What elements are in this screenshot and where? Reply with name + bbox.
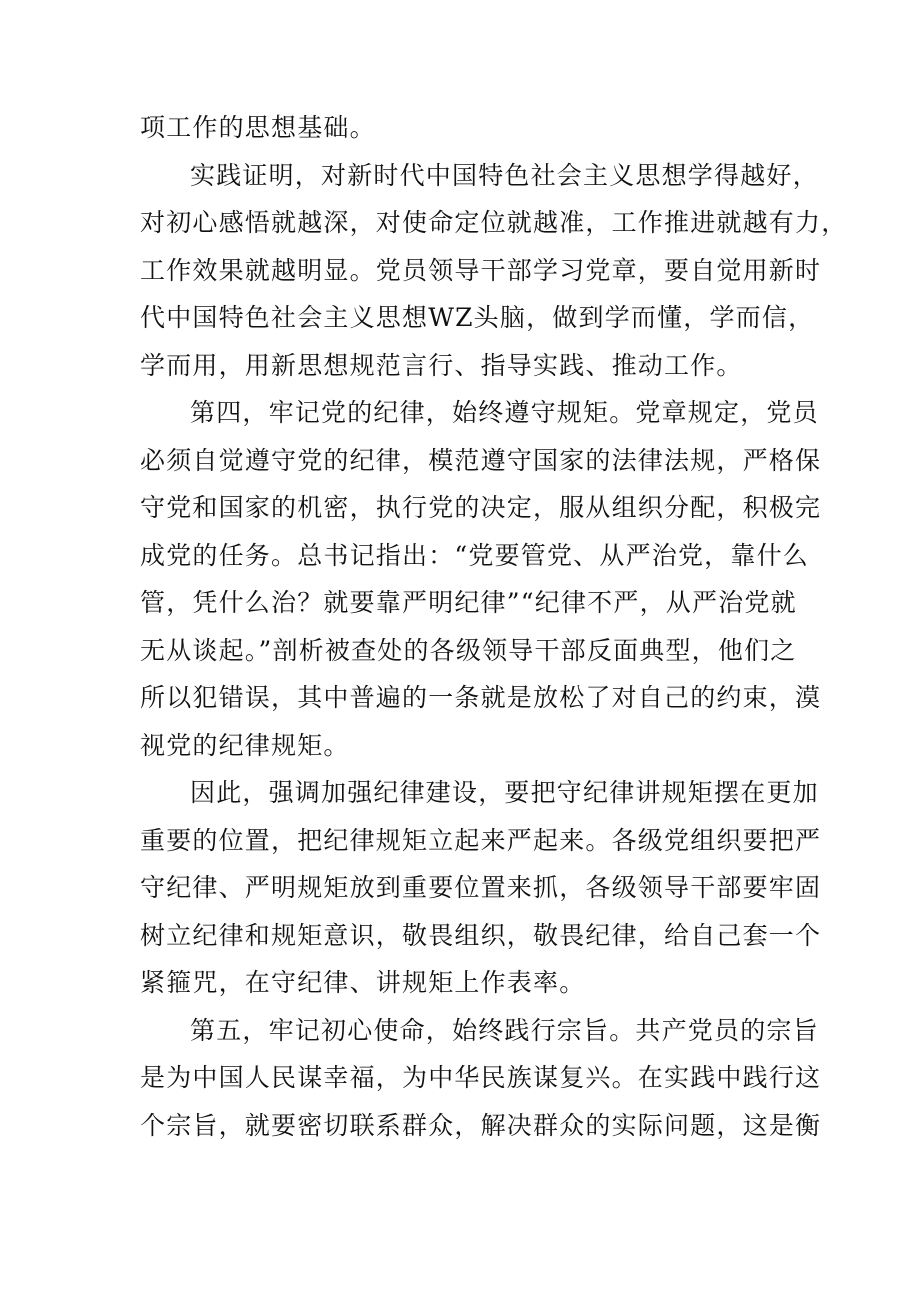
text-line: 代中国特色社会主义思想WZ头脑，做到学而懂，学而信，	[140, 303, 815, 332]
paragraph	[140, 152, 848, 390]
text-line: 学而用，用新思想规范言行、指导实践、推动工作。	[140, 350, 743, 380]
text-line: 是为中国人民谋幸福，为中华民族谋复兴。在实践中践行这	[140, 1063, 822, 1092]
text-line: 第四，牢记党的纪律，始终遵守规矩。党章规定，党员	[190, 398, 819, 427]
text-line: 树立纪律和规矩意识，敬畏组织，敬畏纪律，给自己套一个	[140, 920, 822, 950]
paragraph	[140, 769, 822, 1007]
text-line: 紧箍咒，在守纪律、讲规矩上作表率。	[140, 968, 586, 997]
text-line: 成党的任务。总书记指出：“党要管党、从严治党，靠什么	[140, 540, 809, 570]
text-line: 项工作的思想基础。	[140, 113, 376, 142]
paragraph	[140, 389, 822, 769]
text-line: 因此，强调加强纪律建设，要把守纪律讲规矩摆在更加	[190, 778, 819, 807]
text-line: 工作效果就越明显。党员领导干部学习党章，要自觉用新时	[140, 255, 822, 285]
text-line: 守党和国家的机密，执行党的决定，服从组织分配，积极完	[140, 493, 822, 522]
text-line: 所以犯错误，其中普遍的一条就是放松了对自己的约束，漠	[140, 683, 822, 712]
paragraph	[140, 1007, 822, 1150]
text-line: 管，凭什么治？就要靠严明纪律”“纪律不严，从严治党就	[140, 588, 797, 617]
text-line: 对初心感悟就越深，对使命定位就越准，工作推进就越有力，	[140, 208, 848, 237]
text-line: 重要的位置，把纪律规矩立起来严起来。各级党组织要把严	[140, 825, 822, 855]
text-line: 视党的纪律规矩。	[140, 730, 350, 760]
text-line: 必须自觉遵守党的纪律，模范遵守国家的法律法规，严格保	[140, 445, 822, 475]
text-line: 第五，牢记初心使命，始终践行宗旨。共产党员的宗旨	[190, 1015, 819, 1045]
text-line: 个宗旨，就要密切联系群众，解决群众的实际问题，这是衡	[140, 1110, 822, 1140]
text-line: 无从谈起。”剖析被查处的各级领导干部反面典型，他们之	[140, 635, 797, 665]
text-line: 守纪律、严明规矩放到重要位置来抓，各级领导干部要牢固	[140, 873, 822, 902]
paragraph	[140, 104, 782, 152]
text-line: 实践证明，对新时代中国特色社会主义思想学得越好，	[190, 160, 819, 190]
document-body	[140, 104, 848, 1149]
